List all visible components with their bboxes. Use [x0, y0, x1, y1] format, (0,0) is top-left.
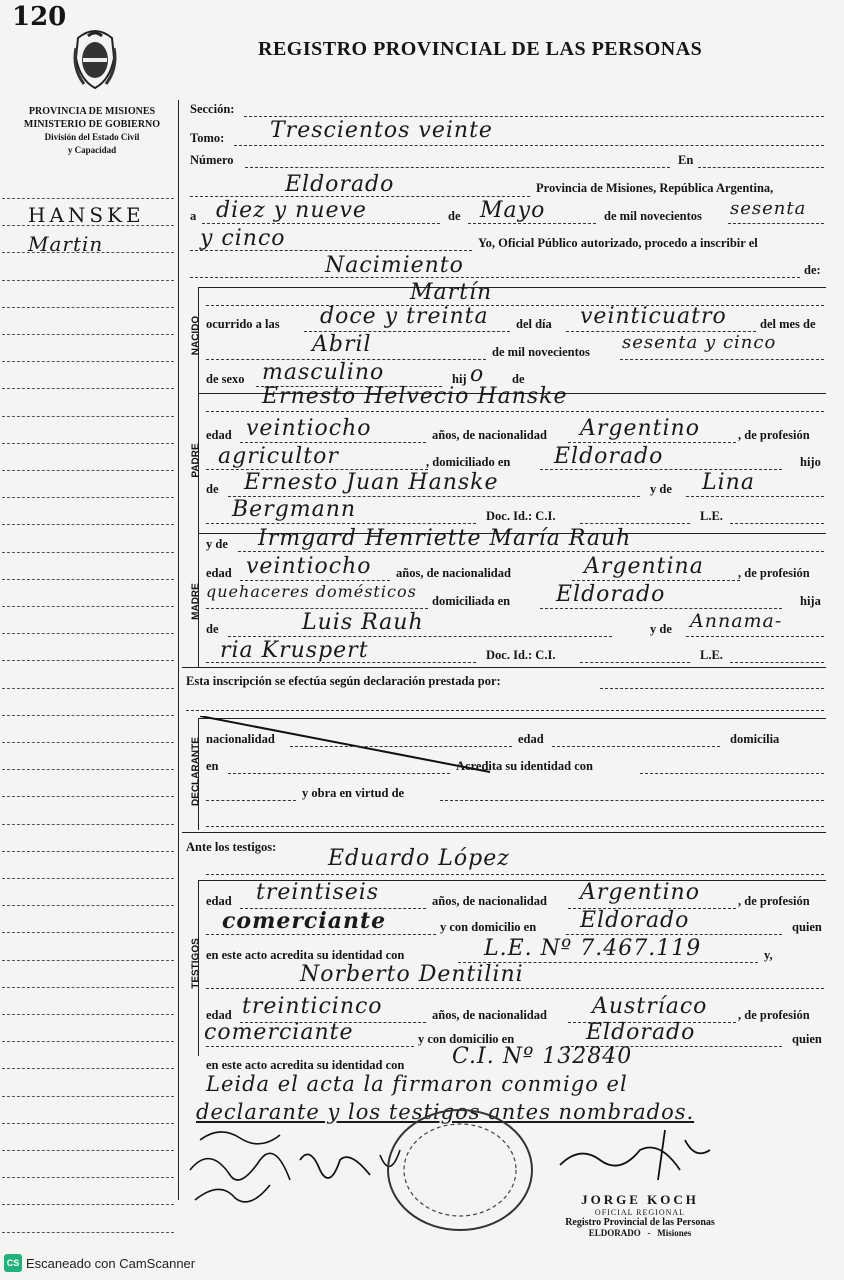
capacity-label: y Capacidad: [67, 145, 117, 155]
padre-le-label: L.E.: [700, 509, 723, 523]
padre-profesion-label: , de profesión: [738, 428, 810, 442]
birth-month-value: Abril: [312, 332, 372, 357]
margin-rule: [2, 1096, 174, 1097]
margin-rule: [2, 470, 174, 471]
ministry-label: MINISTERIO DE GOBIERNO: [23, 119, 161, 130]
w2-acredita-label: en este acto acredita su identidad con: [206, 1058, 405, 1072]
w2-edad-label: edad: [206, 1008, 232, 1022]
del-mes-label: del mes de: [760, 317, 816, 331]
tomo-label: Tomo:: [190, 131, 225, 145]
margin-rule: [2, 361, 174, 362]
padre-doc-label: Doc. Id.: C.I.: [486, 509, 556, 523]
margin-rule: [2, 334, 174, 335]
witness1-profession: comerciante: [222, 908, 387, 934]
birth-year-value: sesenta y cinco: [622, 332, 777, 353]
mother-profession: quehaceres domésticos: [206, 582, 417, 601]
margin-rule: [2, 987, 174, 988]
margin-rule: [2, 1123, 174, 1124]
declarante-obra-label: y obra en virtud de: [302, 786, 405, 800]
mother-nationality: Argentina: [584, 554, 704, 579]
w1-quien-label: quien: [792, 920, 822, 934]
nacido-side-label: NACIDO: [190, 315, 202, 356]
margin-rule: [2, 524, 174, 525]
padre-edad-label: edad: [206, 428, 232, 442]
de-colon: de:: [804, 263, 821, 277]
testigos-header: Ante los testigos:: [186, 840, 277, 854]
maternal-grandfather: Luis Rauh: [302, 610, 424, 635]
madre-de-label: de: [206, 622, 219, 636]
camscanner-logo-icon: CS: [4, 1254, 22, 1272]
madre-doc-label: Doc. Id.: C.I.: [486, 648, 556, 662]
hija-label: hija: [800, 594, 821, 608]
w2-domicilio-label: y con domicilio en: [418, 1032, 515, 1046]
place-value: Eldorado: [285, 172, 395, 197]
mother-age: veintiocho: [246, 554, 372, 579]
w1-edad-label: edad: [206, 894, 232, 908]
margin-rule: [2, 443, 174, 444]
w1-profesion-label: , de profesión: [738, 894, 810, 908]
margin-rule: [2, 1204, 174, 1205]
en-label: En: [678, 153, 694, 167]
father-nationality: Argentino: [580, 416, 700, 441]
declarante-edad-label: edad: [518, 732, 544, 746]
madre-profesion-label: , de profesión: [738, 566, 810, 580]
birth-year-text: de mil novecientos: [492, 345, 590, 359]
province-text: Provincia de Misiones, República Argentina,: [536, 181, 774, 195]
paternal-grandmother-2: Bergmann: [232, 497, 357, 522]
margin-rule: [2, 688, 174, 689]
camscanner-watermark: [4, 1254, 195, 1272]
declarante-nacionalidad-label: nacionalidad: [206, 732, 275, 746]
closing-line-1: Leida el acta la firmaron conmigo el: [206, 1072, 628, 1096]
domiciliada-label: domiciliada en: [432, 594, 511, 608]
padre-y-de-label: y de: [650, 482, 672, 496]
witness1-nationality: Argentino: [580, 880, 700, 905]
birth-day-value: veinticuatro: [580, 304, 727, 329]
padre-anos-label: años, de nacionalidad: [432, 428, 547, 442]
year-text: de mil novecientos: [604, 209, 702, 223]
margin-rule: [2, 796, 174, 797]
document-title: REGISTRO PROVINCIAL DE LAS PERSONAS: [258, 38, 703, 60]
hij-label: hij: [452, 372, 467, 386]
mother-domicile: Eldorado: [556, 582, 666, 607]
child-name: Martín: [410, 280, 493, 305]
sexo-label: de sexo: [206, 372, 245, 386]
maternal-grandmother-2: ria Kruspert: [220, 638, 369, 663]
margin-rule: [2, 1150, 174, 1151]
margin-rule: [2, 660, 174, 661]
stamp-name: JORGE KOCH: [581, 1192, 699, 1207]
day-value: diez y nueve: [216, 198, 367, 223]
padre-side-label: PADRE: [190, 443, 202, 478]
witness2-age: treinticinco: [242, 994, 383, 1019]
declarante-side-label: DECLARANTE: [190, 737, 202, 806]
margin-rule: [2, 960, 174, 961]
w1-domicilio-label: y con domicilio en: [440, 920, 537, 934]
margin-rule: [2, 932, 174, 933]
margin-given-name: Martin: [28, 232, 104, 256]
stamp-role: OFICIAL REGIONAL: [594, 1208, 686, 1217]
margin-rule: [2, 633, 174, 634]
margin-rule: [2, 824, 174, 825]
domiciliado-label: , domiciliado en: [426, 455, 511, 469]
stamp-office: Registro Provincial de las Personas: [565, 1217, 715, 1228]
margin-rule: [2, 579, 174, 580]
margin-rule: [2, 1232, 174, 1233]
witness2-name: Norberto Dentilini: [300, 962, 524, 987]
w2-anos-label: años, de nacionalidad: [432, 1008, 547, 1022]
tomo-value: Trescientos veinte: [270, 118, 493, 143]
year-value-1: sesenta: [730, 198, 807, 219]
witness1-domicile: Eldorado: [580, 908, 690, 933]
declarante-acredita-label: Acredita su identidad con: [456, 759, 593, 773]
margin-rule: [2, 905, 174, 906]
hijo-label: hijo: [800, 455, 821, 469]
w1-y-label: y,: [764, 948, 773, 962]
margin-rule: [2, 416, 174, 417]
margin-rule: [2, 1041, 174, 1042]
stamp-city: ELDORADO: [588, 1228, 641, 1238]
father-domicile: Eldorado: [554, 444, 664, 469]
madre-le-label: L.E.: [700, 648, 723, 662]
margin-rule: [2, 606, 174, 607]
closing-line-2: declarante y los testigos antes nombrados.: [196, 1100, 695, 1124]
father-name: Ernesto Helvecio Hanske: [262, 384, 568, 409]
madre-side-label: MADRE: [190, 583, 202, 620]
issuer-block: [6, 105, 178, 157]
w2-quien-label: quien: [792, 1032, 822, 1046]
year-value-2: y cinco: [200, 226, 286, 251]
sexo-value: masculino: [262, 360, 385, 385]
stamp-location: ELDORADO - Misiones: [588, 1228, 692, 1238]
numero-label: Número: [190, 153, 234, 167]
margin-rule: [2, 1014, 174, 1015]
margin-surname: HANSKE: [28, 203, 145, 227]
madre-anos-label: años, de nacionalidad: [396, 566, 511, 580]
witness1-name: Eduardo López: [328, 846, 510, 871]
witness1-age: treintiseis: [256, 880, 380, 905]
margin-rule: [2, 497, 174, 498]
camscanner-text: Escaneado con CamScanner: [26, 1255, 196, 1271]
margin-rule: [2, 388, 174, 389]
mother-name: Irmgard Henriette María Rauh: [258, 526, 632, 551]
seccion-label: Sección:: [190, 102, 235, 116]
nacido-de-label: de: [512, 372, 525, 386]
margin-rule: [2, 1068, 174, 1069]
declarante-en-label: en: [206, 759, 219, 773]
w2-profesion-label: , de profesión: [738, 1008, 810, 1022]
margin-rule: [2, 851, 174, 852]
w1-anos-label: años, de nacionalidad: [432, 894, 547, 908]
witness2-id: C.I. Nº 132840: [452, 1044, 633, 1069]
month-value: Mayo: [480, 198, 546, 223]
witness1-id: L.E. Nº 7.467.119: [484, 936, 702, 961]
act-value: Nacimiento: [325, 253, 464, 278]
del-dia-label: del día: [516, 317, 552, 331]
maternal-grandmother-1: Annama-: [690, 610, 783, 632]
witness2-profession: comerciante: [204, 1020, 354, 1045]
province-label: PROVINCIA DE MISIONES: [28, 106, 156, 117]
margin-rule: [2, 742, 174, 743]
margin-rule: [2, 280, 174, 281]
padre-de-label: de: [206, 482, 219, 496]
declaracion-text: Esta inscripción se efectúa según declaración prestada por:: [186, 674, 501, 688]
hij-value: o: [470, 362, 485, 387]
time-value: doce y treinta: [320, 304, 489, 329]
stamp-province: Misiones: [657, 1228, 692, 1238]
margin-rule: [2, 878, 174, 879]
a-label: a: [190, 209, 197, 223]
division-label: División del Estado Civil: [44, 132, 140, 142]
margin-rule: [2, 552, 174, 553]
margin-rule: [2, 715, 174, 716]
w1-acredita-label: en este acto acredita su identidad con: [206, 948, 405, 962]
margin-border: [178, 100, 179, 1200]
testigos-side-label: TESTIGOS: [190, 938, 202, 989]
witness2-domicile: Eldorado: [586, 1020, 696, 1045]
madre-edad-label: edad: [206, 566, 232, 580]
madre-y-de-label: y de: [206, 537, 228, 551]
witness2-nationality: Austríaco: [592, 994, 708, 1019]
paternal-grandfather: Ernesto Juan Hanske: [244, 470, 499, 495]
declarante-domicilia-label: domicilia: [730, 732, 780, 746]
page-number: 120: [12, 2, 67, 32]
stamp-block: [530, 1192, 750, 1238]
father-age: veintiocho: [246, 416, 372, 441]
paternal-grandmother-1: Lina: [702, 470, 755, 495]
de-label: de: [448, 209, 461, 223]
official-text: Yo, Oficial Público autorizado, procedo a inscribir el: [478, 236, 758, 250]
coat-of-arms-icon: [70, 28, 120, 92]
margin-rule: [2, 769, 174, 770]
ocurrido-label: ocurrido a las: [206, 317, 280, 331]
father-profession: agricultor: [218, 444, 339, 469]
madre-y-de2-label: y de: [650, 622, 672, 636]
margin-rule: [2, 198, 174, 199]
margin-rule: [2, 307, 174, 308]
margin-rule: [2, 1177, 174, 1178]
official-seal: [380, 1105, 540, 1235]
